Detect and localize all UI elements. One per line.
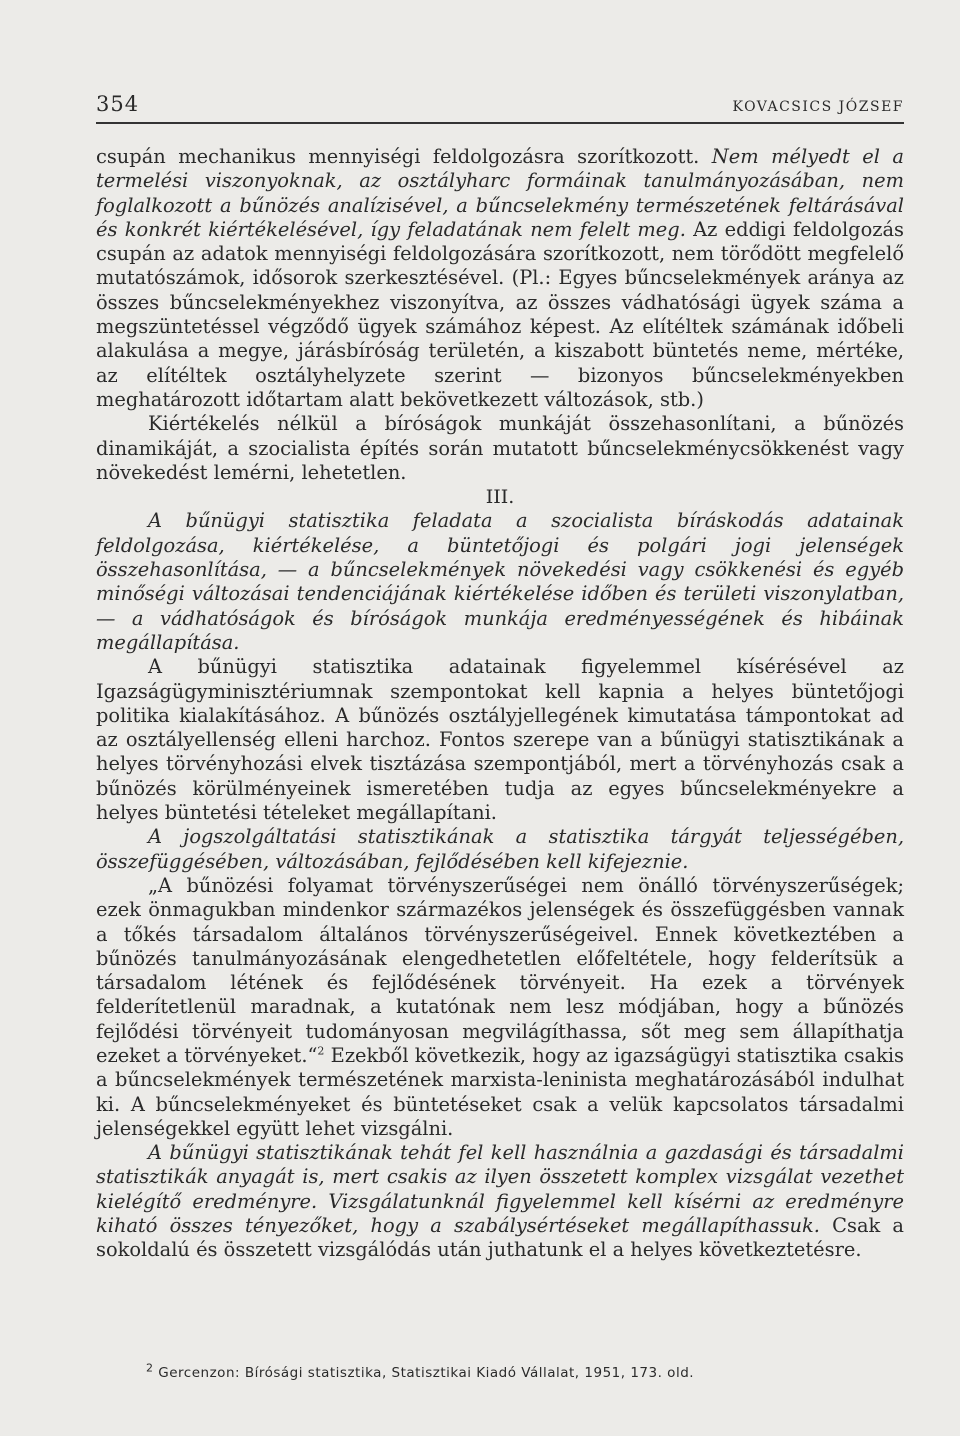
paragraph-1 (96, 145, 904, 412)
paragraph-7-rest: Csak a sokoldalú és összetett vizsgálódás után juthatunk el a helyes következtetésre. (96, 1214, 904, 1262)
footnote-text: Gercenzon: Bírósági statisztika, Statisztikai Kiadó Vállalat, 1951, 173. old. (153, 1365, 695, 1381)
paragraph-2: Kiértékelés nélkül a bíróságok munkáját összehasonlítani, a bűnözés dinamikáját, a szocialista építés során mutatott bűncselekménycsökkenést vagy növekedést lemérni, lehetetlen. (96, 412, 904, 484)
section-number: III. (485, 486, 515, 509)
paragraph-6-rest: Ezekből következik, hogy az igazságügyi statisztika csakis a bűncselekmények természetének marxista-leninista meghatározásából indulhat ki. A bűncselekményeket és büntetéseket csak a velük kapcsolatos társadalmi jelenségekkel együtt lehet vizsgálni. (96, 1043, 904, 1140)
footnote-marker: 2 (146, 1361, 154, 1375)
paragraph-3: A bűnügyi statisztika feladata a szocialista bíráskodás adatainak feldolgozása, kiértékelése, a büntetőjogi és polgári jogi jelenségek összehasonlítása, — a bűncselekmények növekedési vagy csökkenési és egyéb minőségi változásai tendenciájának kiértékelése időben és területi viszonylatban, — a vádhatóságok és bíróságok munkája eredményességének és hibáinak megállapítása. (96, 509, 904, 654)
paragraph-1-rest: Az eddigi feldolgozás csupán az adatok mennyiségi feldolgozására szorítkozott, nem törődött megfelelő mutatószámok, idősorok szerkesztésével. (Pl.: Egyes bűncselekmények aránya az összes bűncselekményekhez viszonyítva, az összes vádhatósági ügyek száma a megszüntetéssel végződő ügyek számához képest. Az elítéltek számának időbeli alakulása a megye, járásbíróság területén, a kiszabott büntetés neme, mértéke, az elítéltek osztályhelyzete szerint — bizonyos bűncselekményekben meghatározott időtartam alatt bekövetkezett változások, stb.) (96, 217, 904, 411)
paragraph-6 (96, 874, 904, 1141)
paragraph-4: A bűnügyi statisztika adatainak figyelemmel kísérésével az Igazságügyminisztériumnak szempontokat kell kapnia a helyes büntetőjogi politika kialakításához. A bűnözés osztályjellegének kimutatása támpontokat ad az osztályellenség elleni harchoz. Fontos szerepe van a bűnügyi statisztikának a helyes törvényhozási elvek tisztázása szempontjából, mert a törvényhozás csak a bűnözés körülményeinek ismeretében tudja az egyes bűncselekményekre a helyes büntetési tételeket megállapítani. (96, 655, 904, 825)
paragraph-1-italic: Nem mélyedt el a termelési viszonyoknak, az osztályharc formáinak tanulmányozásában, nem foglalkozott a bűnözés analízisével, a bűncselekmény természetének feltárásával és konkrét kiértékelésével, így feladatának nem felelt meg. (96, 145, 904, 241)
paragraph-1-start: csupán mechanikus mennyiségi feldolgozásra szorítkozott. (96, 145, 712, 168)
paragraph-7 (96, 1141, 904, 1262)
paragraph-7-italic: A bűnügyi statisztikának tehát fel kell használnia a gazdasági és társadalmi statisztikák anyagát is, mert csakis az ilyen összetett komplex vizsgálat vezethet kielégítő eredményre. Vizsgálatunknál figyelemmel kell kísérni az eredményre kiható összes tényezőket, hogy a szabálysértéseket megállapíthassuk. (96, 1141, 904, 1238)
footnote-ref: 2 (317, 1044, 325, 1058)
running-head: KOVACSICS JÓZSEF (732, 99, 904, 115)
footnote (146, 1361, 904, 1381)
page-number: 354 (96, 92, 140, 116)
quote-text: „A bűnözési folyamat törvényszerűségei nem önálló törvényszerűségek; ezek önmagukban mindenkor származékos jelenségek és összefüggésben vannak a tőkés társadalom általános törvényszerűségeivel. Ennek következtében a bűnözés tanulmányozásának elengedhetetlen előfeltétele, hogy felderítsük a társadalom létének és fejlődésének törvényeit. Ha ezek a törvények felderítetlenül maradnak, a kutatónak nem lesz módjában, hogy a bűnözés fejlődési törvényeit tudományosan megvilágíthassa, sőt meg sem állapíthatja ezeket a törvényeket.“ (96, 873, 904, 1067)
page-header (96, 92, 904, 116)
body-text (96, 145, 904, 1263)
paragraph-5: A jogszolgáltatási statisztikának a statisztika tárgyát teljességében, összefüggésében, változásában, fejlődésében kell kifejeznie. (96, 825, 904, 873)
header-rule (96, 122, 904, 124)
